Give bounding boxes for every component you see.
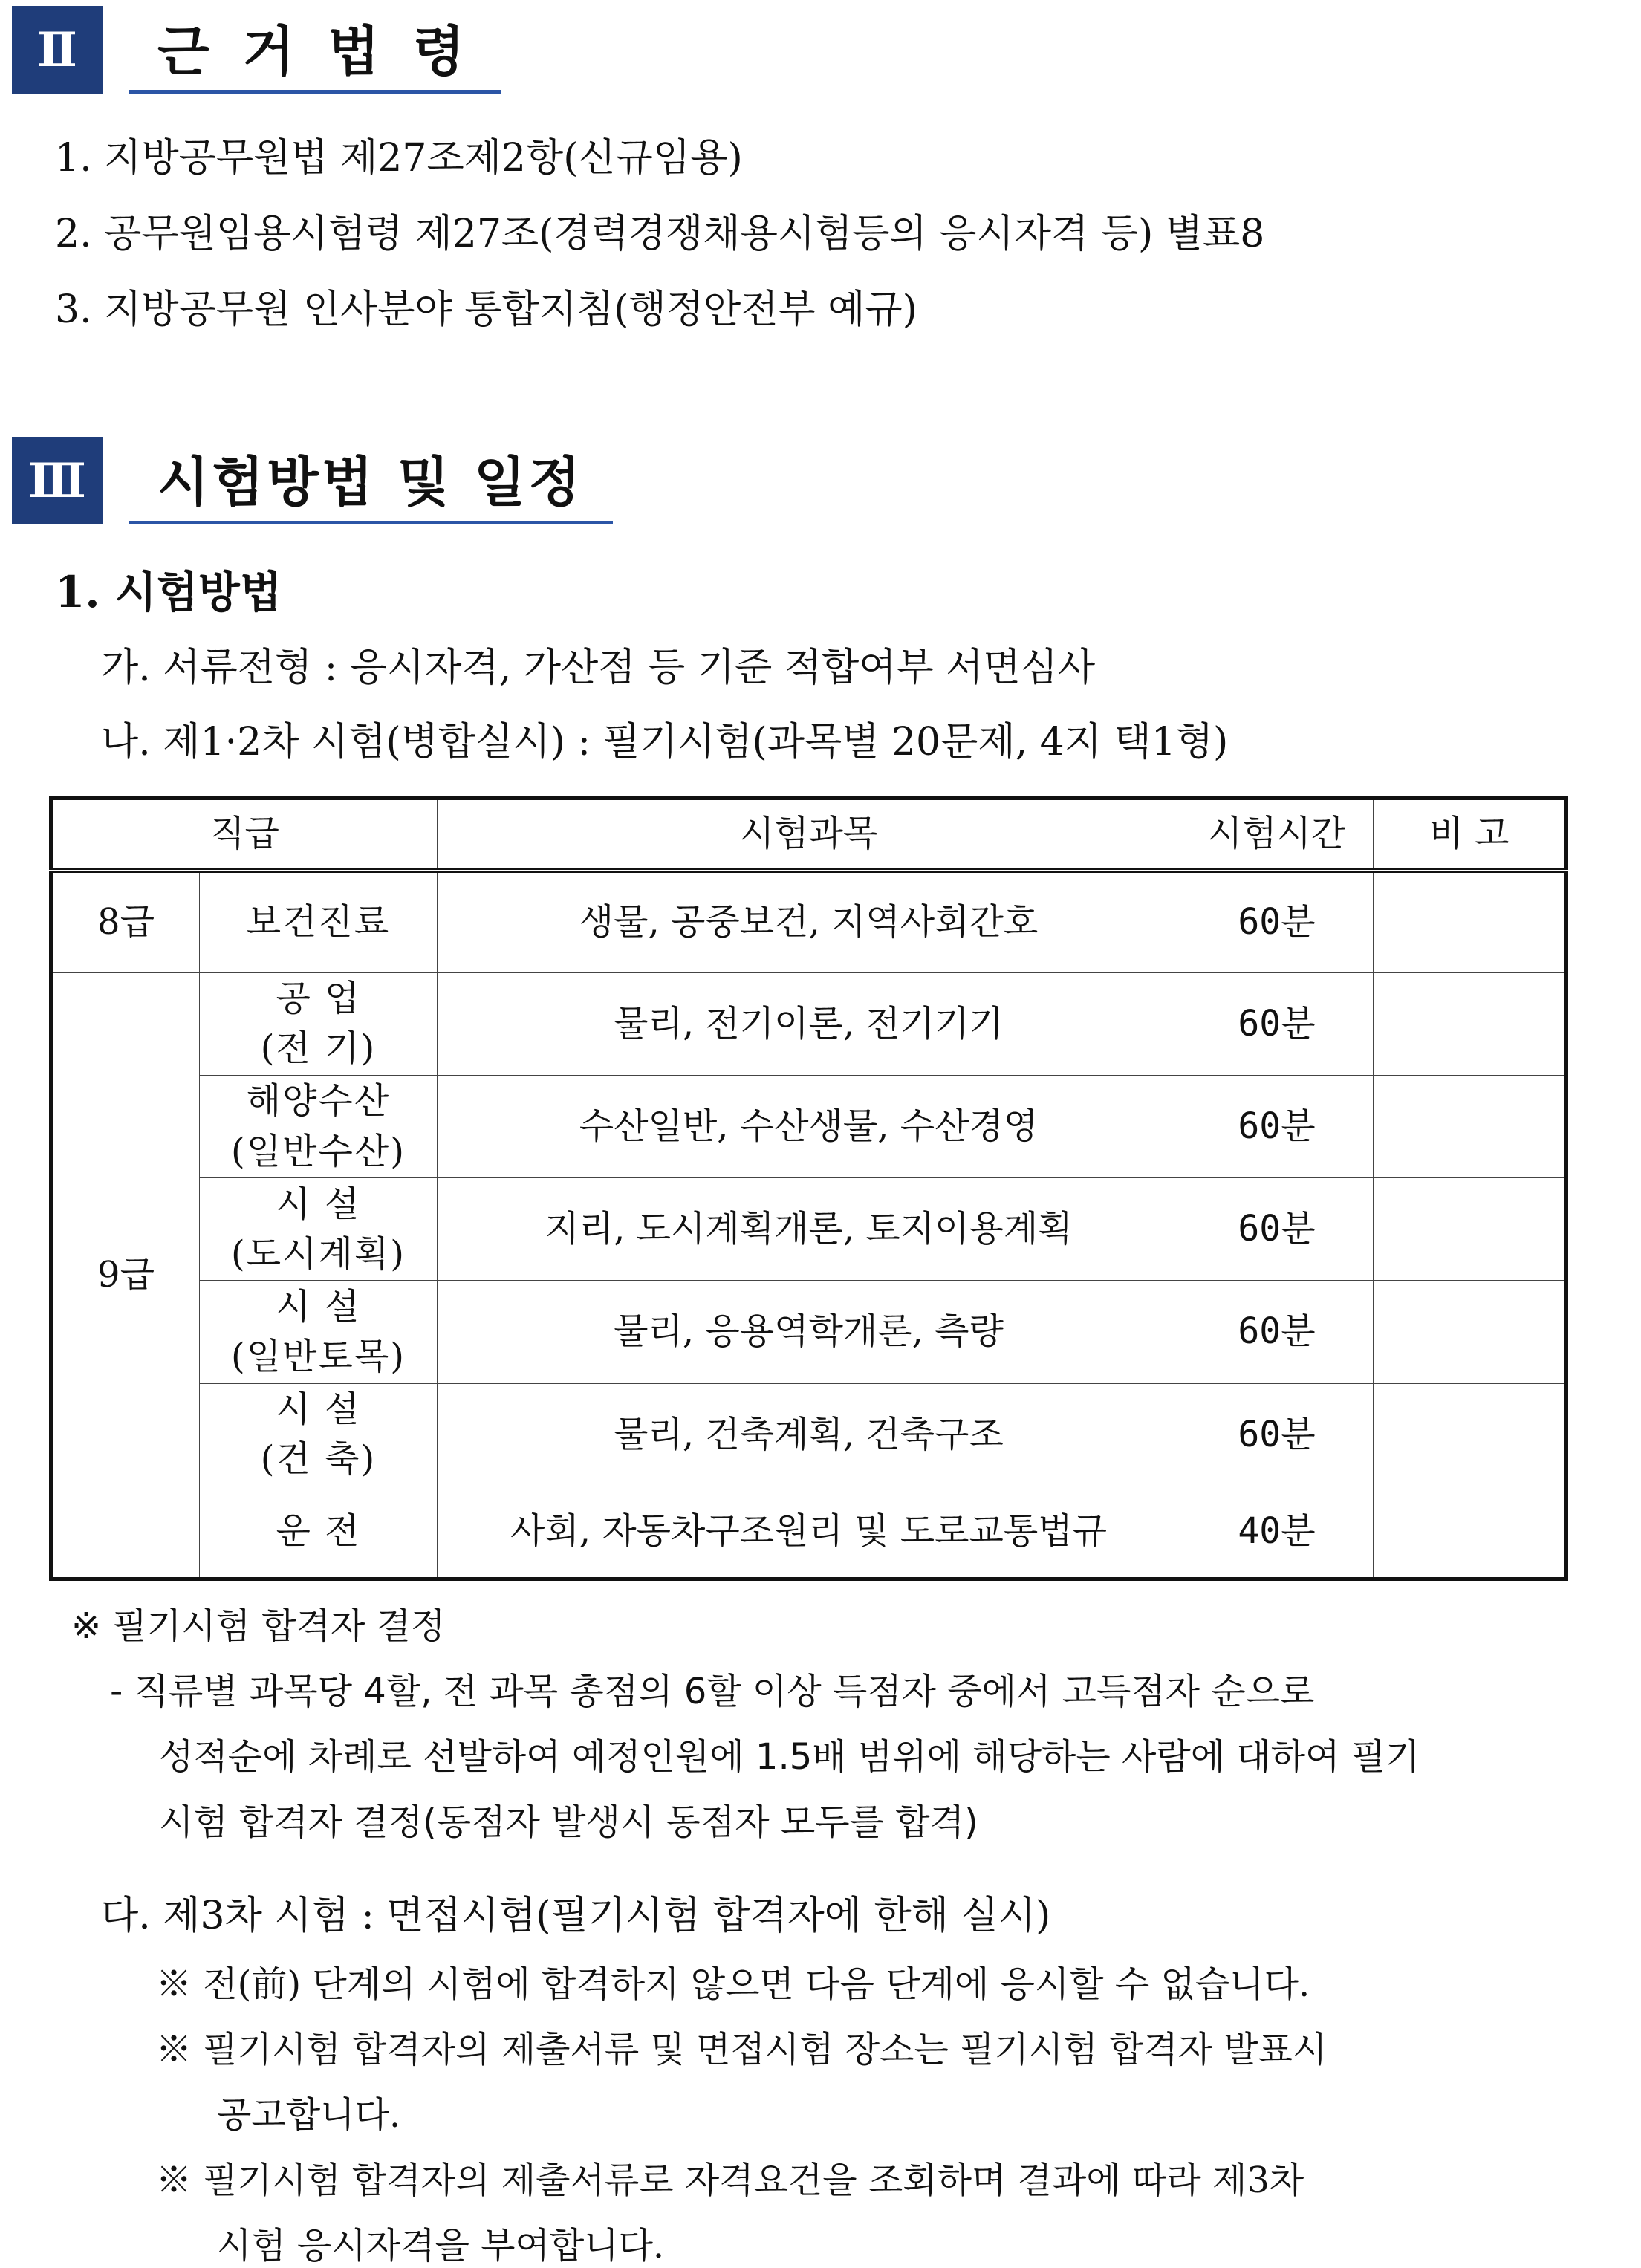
table-row bbox=[51, 871, 1567, 972]
section-title: 근 거 법 령 bbox=[129, 25, 501, 94]
grade-cell: 8급 bbox=[51, 871, 200, 972]
law-item-2: 2. 공무원임용시험령 제27조(경력경쟁채용시험등의 응시자격 등) 별표8 bbox=[55, 212, 1265, 256]
time-cell: 60분 bbox=[1180, 1383, 1374, 1486]
item-na: 나. 제1·2차 시험(병합실시) : 필기시험(과목별 20문제, 4지 택1형) bbox=[101, 720, 1229, 764]
section-number-badge: Ⅲ bbox=[12, 437, 103, 524]
note-written-pass-line: 시험 합격자 결정(동점자 발생시 동점자 모두를 합격) bbox=[159, 1801, 978, 1843]
note-written-pass-title: ※ 필기시험 합격자 결정 bbox=[71, 1605, 446, 1647]
time-cell: 40분 bbox=[1180, 1486, 1374, 1579]
time-cell: 60분 bbox=[1180, 972, 1374, 1075]
note-cell bbox=[1374, 1178, 1567, 1281]
note-written-pass-line: - 직류별 과목당 4할, 전 과목 총점의 6할 이상 득점자 중에서 고득점자 순으로 bbox=[110, 1671, 1315, 1712]
time-cell: 60분 bbox=[1180, 1075, 1374, 1177]
note-cell bbox=[1374, 1075, 1567, 1177]
law-item-1: 1. 지방공무원법 제27조제2항(신규임용) bbox=[55, 136, 743, 181]
header-note: 비 고 bbox=[1374, 799, 1567, 871]
section-title: 시험방법 및 일정 bbox=[129, 455, 613, 524]
subjects-cell: 사회, 자동차구조원리 및 도로교통법규 bbox=[438, 1486, 1180, 1579]
job-cell: 시 설 (건 축) bbox=[200, 1383, 438, 1486]
job-cell: 해양수산 (일반수산) bbox=[200, 1075, 438, 1177]
subjects-cell: 물리, 응용역학개론, 측량 bbox=[438, 1281, 1180, 1383]
header-grade: 직급 bbox=[51, 799, 438, 871]
table-row bbox=[51, 1075, 1567, 1177]
header-time: 시험시간 bbox=[1180, 799, 1374, 871]
table-row bbox=[51, 1281, 1567, 1383]
note-line: ※ 필기시험 합격자의 제출서류로 자격요건을 조회하며 결과에 따라 제3차 bbox=[156, 2160, 1304, 2201]
job-cell: 시 설 (도시계획) bbox=[200, 1178, 438, 1281]
note-written-pass-line: 성적순에 차례로 선발하여 예정인원에 1.5배 범위에 해당하는 사람에 대하여 필기 bbox=[159, 1736, 1420, 1778]
table-header-row bbox=[51, 799, 1567, 871]
item-ga: 가. 서류전형 : 응시자격, 가산점 등 기준 적합여부 서면심사 bbox=[101, 646, 1096, 690]
table-row bbox=[51, 1178, 1567, 1281]
note-line: 시험 응시자격을 부여합니다. bbox=[217, 2225, 665, 2267]
subjects-cell: 생물, 공중보건, 지역사회간호 bbox=[438, 871, 1180, 972]
note-cell bbox=[1374, 1383, 1567, 1486]
subjects-cell: 지리, 도시계획개론, 토지이용계획 bbox=[438, 1178, 1180, 1281]
time-cell: 60분 bbox=[1180, 1281, 1374, 1383]
job-cell: 운 전 bbox=[200, 1486, 438, 1579]
section-number-badge: Ⅱ bbox=[12, 6, 103, 94]
table-row bbox=[51, 972, 1567, 1075]
subjects-cell: 물리, 전기이론, 전기기기 bbox=[438, 972, 1180, 1075]
exam-table bbox=[49, 796, 1568, 1581]
time-cell: 60분 bbox=[1180, 1178, 1374, 1281]
note-cell bbox=[1374, 972, 1567, 1075]
job-cell: 보건진료 bbox=[200, 871, 438, 972]
note-cell bbox=[1374, 871, 1567, 972]
header-subjects: 시험과목 bbox=[438, 799, 1180, 871]
job-cell: 시 설 (일반토목) bbox=[200, 1281, 438, 1383]
law-item-3: 3. 지방공무원 인사분야 통합지침(행정안전부 예규) bbox=[55, 287, 917, 332]
note-line: ※ 전(前) 단계의 시험에 합격하지 않으면 다음 단계에 응시할 수 없습니다. bbox=[156, 1963, 1310, 2005]
table-row bbox=[51, 1486, 1567, 1579]
section-3-header bbox=[12, 437, 613, 524]
note-line: 공고합니다. bbox=[217, 2094, 401, 2136]
subheading-exam-method: 1. 시험방법 bbox=[55, 567, 282, 617]
grade-cell: 9급 bbox=[51, 972, 200, 1579]
table-row bbox=[51, 1383, 1567, 1486]
section-2-header bbox=[12, 6, 501, 94]
subjects-cell: 물리, 건축계획, 건축구조 bbox=[438, 1383, 1180, 1486]
item-da: 다. 제3차 시험 : 면접시험(필기시험 합격자에 한해 실시) bbox=[101, 1894, 1051, 1938]
note-cell bbox=[1374, 1281, 1567, 1383]
note-cell bbox=[1374, 1486, 1567, 1579]
time-cell: 60분 bbox=[1180, 871, 1374, 972]
subjects-cell: 수산일반, 수산생물, 수산경영 bbox=[438, 1075, 1180, 1177]
note-line: ※ 필기시험 합격자의 제출서류 및 면접시험 장소는 필기시험 합격자 발표시 bbox=[156, 2029, 1328, 2070]
job-cell: 공 업 (전 기) bbox=[200, 972, 438, 1075]
